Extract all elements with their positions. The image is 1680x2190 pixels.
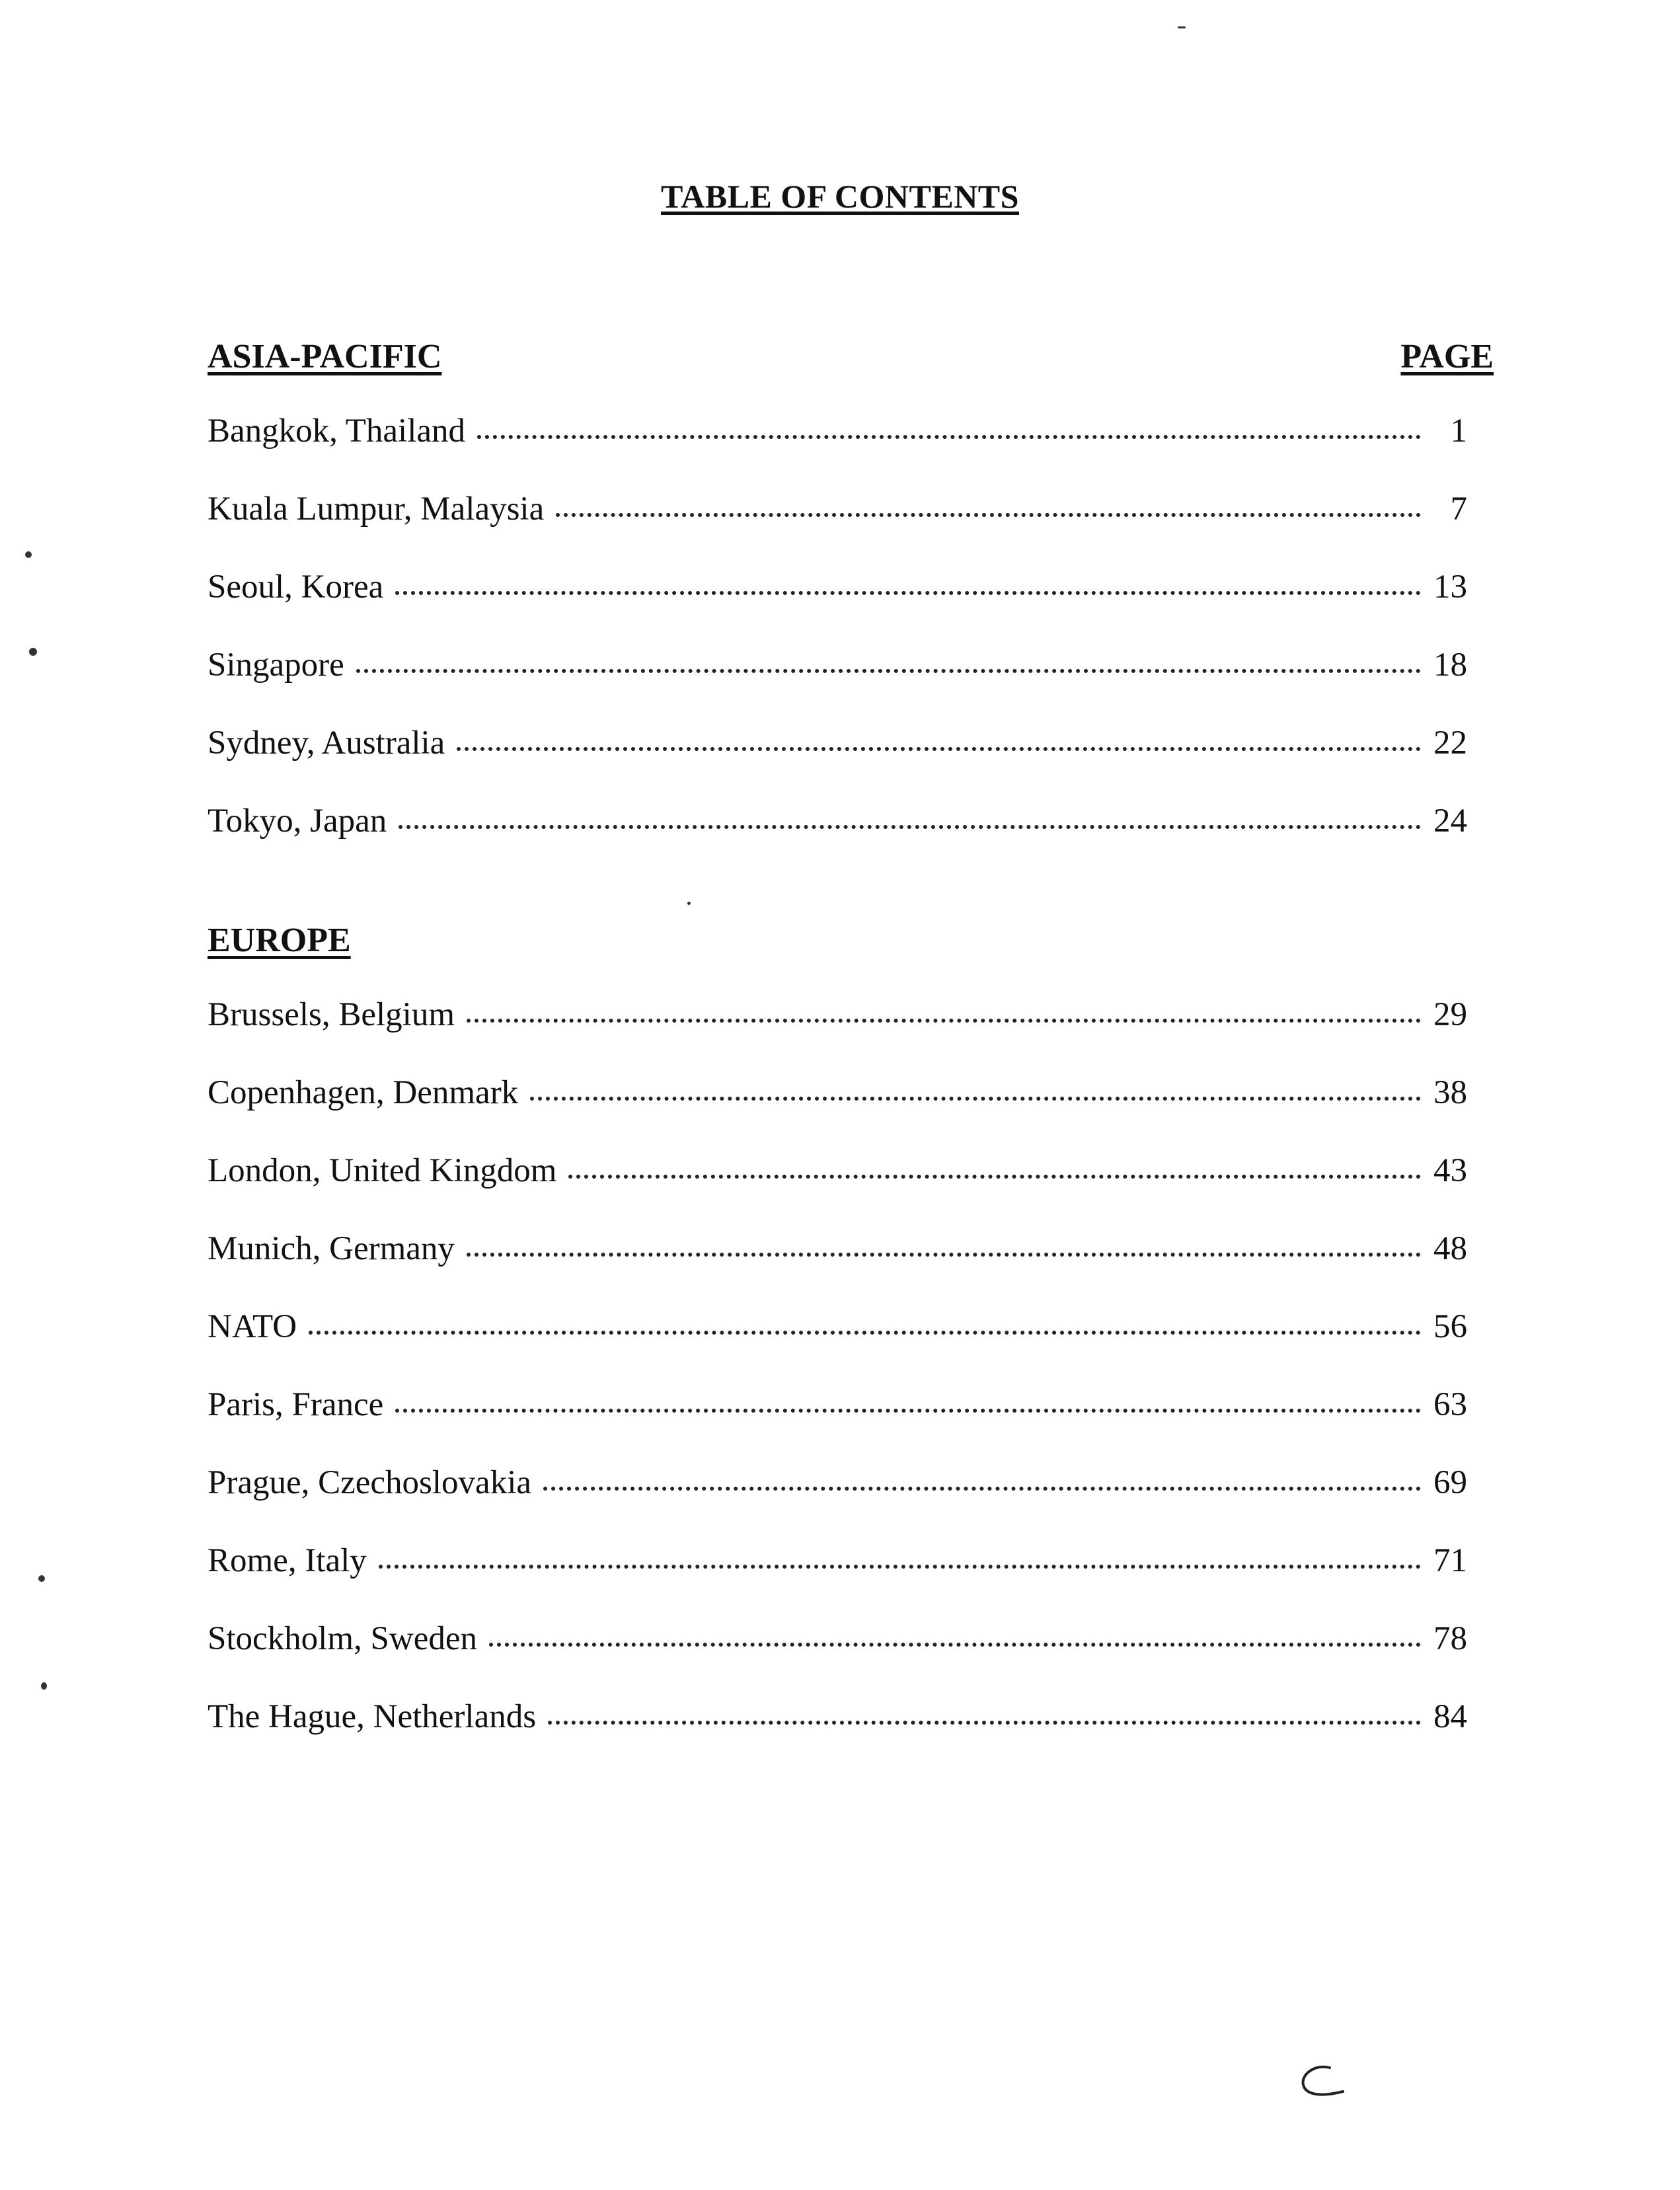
toc-entry-page: 22 [1433,724,1467,762]
dot-leader [309,1331,1421,1335]
toc-entry [208,567,1467,645]
toc-entry-page: 18 [1433,646,1467,684]
toc-entry [208,995,1467,1073]
toc-entry-label: Copenhagen, Denmark [208,1074,519,1111]
page-column-heading: PAGE [1400,338,1494,375]
toc-entry-label: NATO [208,1308,297,1345]
scan-speck [29,648,37,656]
toc-entry [208,1073,1467,1151]
toc-entry-label: Seoul, Korea [208,568,384,606]
dot-leader [399,825,1421,829]
toc-entry-page: 71 [1433,1542,1467,1579]
section-heading-europe: EUROPE [208,921,351,959]
toc-entry [208,1151,1467,1229]
dot-leader [556,513,1421,517]
document-title: TABLE OF CONTENTS [661,178,1019,215]
section-heading-asia-pacific: ASIA-PACIFIC [208,338,442,375]
scan-speck [687,902,691,905]
toc-entry-page: 13 [1433,568,1467,606]
toc-list-asia-pacific [208,411,1467,879]
toc-entry-label: Brussels, Belgium [208,996,455,1033]
toc-entry-page: 56 [1433,1308,1467,1345]
toc-entry [208,1541,1467,1619]
toc-entry-page: 84 [1433,1698,1467,1735]
toc-entry [208,1307,1467,1385]
toc-entry-page: 29 [1433,996,1467,1033]
dot-leader [457,747,1421,751]
toc-entry-label: Singapore [208,646,344,684]
toc-entry [208,723,1467,801]
toc-entry [208,801,1467,879]
toc-entry-page: 48 [1433,1230,1467,1267]
toc-entry-page: 43 [1433,1152,1467,1189]
toc-entry-page: 7 [1450,490,1467,528]
toc-entry-label: The Hague, Netherlands [208,1698,537,1735]
toc-entry-page: 69 [1433,1464,1467,1501]
dot-leader [548,1721,1421,1725]
toc-entry-label: Stockholm, Sweden [208,1620,477,1657]
dot-leader [467,1253,1421,1257]
toc-entry-label: Sydney, Australia [208,724,445,762]
dot-leader [467,1019,1421,1023]
toc-entry-label: Kuala Lumpur, Malaysia [208,490,545,528]
dot-leader [379,1565,1421,1569]
toc-entry-page: 24 [1433,802,1467,840]
scan-speck [25,551,32,558]
toc-entry-label: London, United Kingdom [208,1152,557,1189]
toc-entry [208,411,1467,489]
dot-leader [543,1487,1421,1491]
dot-leader [489,1643,1421,1647]
toc-entry [208,1229,1467,1307]
toc-entry [208,1697,1467,1775]
toc-entry-label: Rome, Italy [208,1542,367,1579]
scan-speck [41,1682,47,1690]
toc-entry [208,1463,1467,1541]
dot-leader [356,669,1421,673]
toc-list-europe [208,995,1467,1775]
dot-leader [395,591,1421,595]
dot-leader [477,435,1421,439]
dot-leader [395,1409,1421,1413]
scan-speck [1178,26,1186,28]
toc-entry-label: Bangkok, Thailand [208,412,465,450]
toc-entry [208,1619,1467,1697]
toc-entry-label: Paris, France [208,1386,384,1423]
toc-entry-label: Munich, Germany [208,1230,455,1267]
toc-entry [208,1385,1467,1463]
toc-entry-page: 1 [1450,412,1467,450]
dot-leader [530,1097,1421,1101]
toc-entry [208,489,1467,567]
toc-entry-page: 63 [1433,1386,1467,1423]
toc-entry [208,645,1467,723]
handwritten-mark [1295,2062,1355,2102]
toc-entry-label: Tokyo, Japan [208,802,387,840]
toc-entry-page: 38 [1433,1074,1467,1111]
toc-entry-label: Prague, Czechoslovakia [208,1464,532,1501]
scan-speck [38,1575,45,1582]
toc-entry-page: 78 [1433,1620,1467,1657]
dot-leader [568,1175,1421,1179]
